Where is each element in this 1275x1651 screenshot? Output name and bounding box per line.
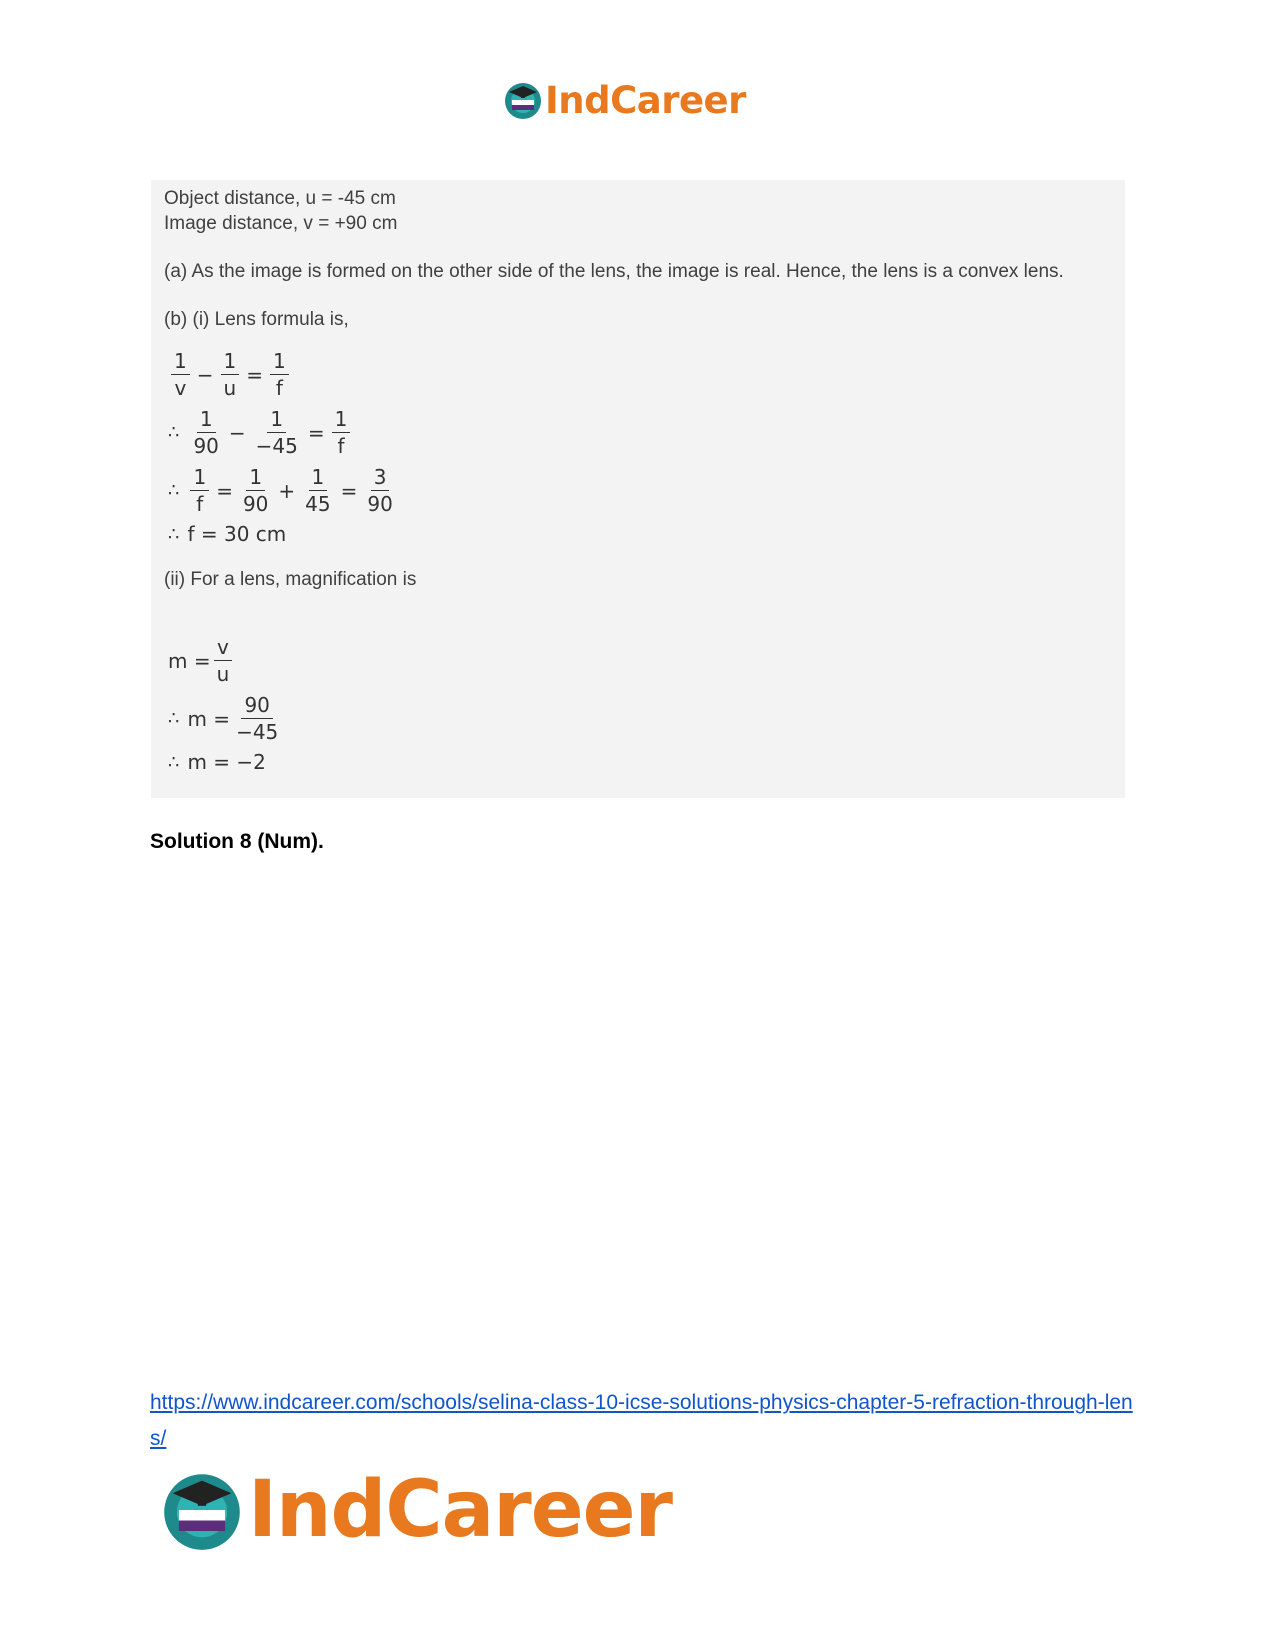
indcareer-logo-icon: [503, 80, 543, 120]
denominator: f: [196, 492, 204, 516]
part-a-text: (a) As the image is formed on the other side of the lens, the image is real. Hence, the lens is a convex lens.: [164, 261, 1064, 282]
substitution-equation: [168, 406, 353, 459]
denominator: −45: [236, 720, 279, 744]
fraction: [233, 692, 281, 745]
therefore-symbol: ∴: [168, 422, 180, 443]
numerator: v: [214, 634, 232, 661]
fraction: [221, 348, 240, 401]
fraction: [190, 464, 209, 517]
lens-formula-equation: [168, 348, 292, 401]
solution-heading: Solution 8 (Num).: [150, 830, 324, 853]
magnification-result: [168, 750, 266, 774]
denominator: 45: [305, 492, 331, 516]
numerator: 1: [190, 464, 209, 491]
focal-length-equation: [168, 464, 399, 517]
denominator: f: [337, 434, 345, 458]
denominator: f: [275, 376, 283, 400]
operator: −: [196, 362, 214, 387]
operator: =: [246, 362, 263, 387]
numerator: 1: [246, 464, 265, 491]
fraction: [332, 406, 351, 459]
denominator: −45: [255, 434, 298, 458]
numerator: 1: [270, 348, 289, 375]
operator: =: [340, 478, 358, 503]
fraction: [302, 464, 333, 517]
operator: +: [278, 478, 296, 503]
fraction: [364, 464, 395, 517]
logo-wordmark: IndCareer: [248, 1465, 672, 1555]
fraction: [190, 406, 221, 459]
lhs-text: m =: [187, 706, 231, 731]
indcareer-logo-icon: [160, 1468, 244, 1552]
therefore-symbol: ∴: [168, 480, 180, 501]
fraction: [253, 406, 301, 459]
focal-length-result: [168, 522, 286, 546]
numerator: 1: [267, 406, 286, 433]
denominator: v: [174, 376, 187, 400]
result-text: f = 30 cm: [187, 522, 287, 546]
therefore-symbol: ∴: [168, 751, 180, 773]
fraction: [240, 464, 271, 517]
numerator: 1: [171, 348, 190, 375]
header-logo: [503, 80, 746, 120]
fraction: [214, 634, 233, 687]
part-b-i-text: (b) (i) Lens formula is,: [164, 309, 349, 330]
numerator: 1: [221, 348, 240, 375]
object-distance-text: Object distance, u = -45 cm: [164, 188, 396, 209]
numerator: 1: [332, 406, 351, 433]
operator: =: [307, 420, 325, 445]
therefore-symbol: ∴: [168, 708, 180, 729]
source-link[interactable]: https://www.indcareer.com/schools/selina-class-10-icse-solutions-physics-chapter-5-refraction-through-lens/: [150, 1391, 1133, 1450]
numerator: 1: [197, 406, 216, 433]
lhs-text: m =: [168, 648, 211, 673]
numerator: 3: [371, 464, 390, 491]
therefore-symbol: ∴: [168, 523, 180, 545]
fraction: [171, 348, 190, 401]
part-b-ii-text: (ii) For a lens, magnification is: [164, 569, 417, 590]
result-text: m = −2: [187, 750, 266, 774]
numerator: 90: [241, 692, 272, 719]
operator: −: [228, 420, 246, 445]
operator: =: [216, 478, 233, 503]
denominator: 90: [367, 492, 393, 516]
denominator: u: [223, 376, 237, 400]
logo-wordmark: IndCareer: [545, 78, 746, 122]
magnification-formula: [168, 634, 235, 687]
denominator: 90: [242, 492, 269, 516]
fraction: [270, 348, 289, 401]
solution-content-box: [151, 180, 1125, 798]
footer-logo: [160, 1465, 672, 1555]
denominator: 90: [193, 434, 219, 458]
image-distance-text: Image distance, v = +90 cm: [164, 213, 398, 234]
numerator: 1: [309, 464, 328, 491]
magnification-substitution: [168, 692, 284, 745]
denominator: u: [216, 662, 230, 686]
